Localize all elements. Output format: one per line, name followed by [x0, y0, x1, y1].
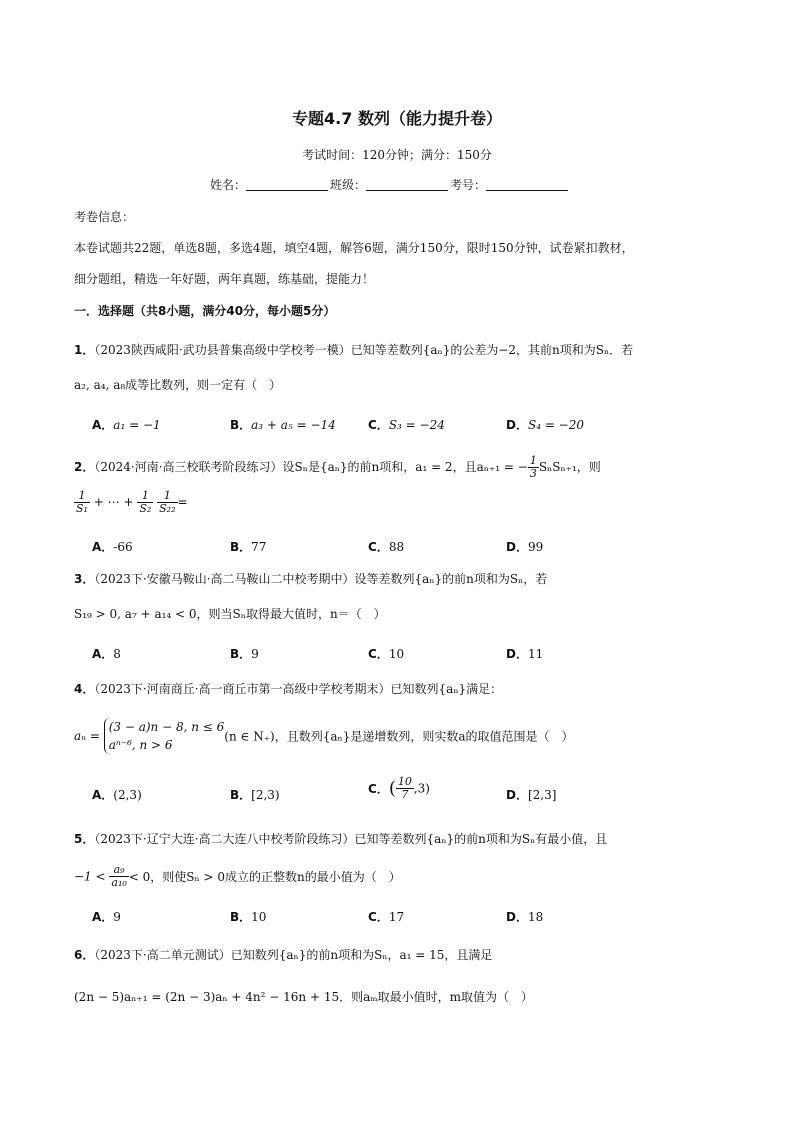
- option-d[interactable]: D．[2,3]: [506, 788, 557, 802]
- option-b[interactable]: B．a₃ + a₅ = −14: [230, 418, 336, 432]
- question-text: 已知等差数列{aₙ}的前n项和为Sₙ有最小值，且: [354, 832, 608, 846]
- question-source: （2023陕西咸阳·武功县普集高级中学校考一模）: [94, 343, 351, 357]
- question-source: （2024·河南·高三校联考阶段练习）: [94, 460, 283, 474]
- option-a[interactable]: A．8: [92, 647, 121, 661]
- fraction: $\frac{1}{3}$: [529, 454, 537, 480]
- id-label: 考号：: [450, 178, 487, 192]
- question-2-line2: $\frac{1}{\text{S₁}}$ + ⋯ + $\frac{1}{\text{S₂}}$ $\frac{1}{\text{S₂₂}}$ =: [76, 489, 188, 515]
- page-title: 专题4.7 数列（能力提升卷）: [292, 109, 502, 128]
- exam-info: 考试时间：120分钟；满分：150分: [302, 148, 492, 162]
- fraction: $\frac{1}{\text{S₂}}$: [139, 489, 152, 515]
- option-b[interactable]: B．77: [230, 540, 267, 554]
- option-a[interactable]: A．9: [92, 910, 121, 924]
- question-1-line2: a₂, a₄, a₈成等比数列，则一定有（ ）: [74, 378, 282, 392]
- info-text-1: 本卷试题共22题，单选8题，多选4题，填空4题，解答6题，满分150分，限时150分钟，试卷紧扣教材，: [74, 241, 634, 255]
- question-text: 已知等差数列{aₙ}的公差为−2，其前n项和为Sₙ．若: [350, 343, 634, 357]
- question-4: [74, 680, 734, 697]
- question-number: 3．: [74, 572, 95, 586]
- option-d[interactable]: D．11: [506, 647, 544, 661]
- question-source: （2023下·辽宁大连·高二大连八中校考阶段练习）: [94, 832, 355, 846]
- question-number: 5．: [74, 832, 95, 846]
- question-source: （2023下·高二单元测试）: [94, 948, 231, 962]
- option-c[interactable]: C．S₃ = −24: [368, 418, 445, 432]
- question-text: 已知数列{aₙ}满足：: [390, 682, 503, 696]
- class-label: 班级：: [330, 178, 367, 192]
- option-a[interactable]: A．a₁ = −1: [92, 418, 161, 432]
- fraction: $\frac{1}{\text{S₁}}$: [76, 489, 88, 515]
- question-5-line2: −1 < $\frac{\text{a₉}}{\text{a₁₀}}$ < 0，则使Sₙ > 0成立的正整数n的最小值为（ ）: [74, 863, 401, 889]
- question-6: [74, 946, 734, 963]
- fraction: $\frac{\text{a₉}}{\text{a₁₀}}$: [111, 863, 127, 889]
- question-3: [74, 570, 734, 587]
- question-number: 2．: [74, 460, 95, 474]
- option-c[interactable]: C．88: [368, 540, 405, 554]
- student-info-row: [210, 176, 570, 193]
- info-text-2: 细分题组，精选一年好题，两年真题，练基础，提能力！: [74, 272, 375, 286]
- section-title: 一．选择题（共8小题，满分40分，每小题5分）: [74, 304, 336, 318]
- question-text: 设Sₙ是{aₙ}的前n项和，a₁ = 2，且aₙ₊₁ = −: [282, 460, 528, 474]
- id-blank[interactable]: [486, 177, 568, 191]
- question-number: 4．: [74, 682, 95, 696]
- question-source: （2023下·安徽马鞍山·高二马鞍山二中校考期中）: [94, 572, 355, 586]
- option-a[interactable]: A．-66: [92, 540, 133, 554]
- name-blank[interactable]: [246, 177, 328, 191]
- option-c[interactable]: C．10: [368, 647, 405, 661]
- option-b[interactable]: B．9: [230, 647, 259, 661]
- option-c[interactable]: C．17: [368, 910, 405, 924]
- fraction: $\frac{1}{\text{S₂₂}}$: [159, 489, 176, 515]
- question-2: 2．（2024·河南·高三校联考阶段练习）设Sₙ是{aₙ}的前n项和，a₁ = 2，且aₙ₊₁ = − $\frac{1}{3}$ SₙSₙ₊₁，则: [74, 454, 601, 480]
- option-d[interactable]: D．S₄ = −20: [506, 418, 585, 432]
- option-b[interactable]: B．10: [230, 910, 267, 924]
- option-d[interactable]: D．18: [506, 910, 544, 924]
- question-1: [74, 341, 734, 358]
- class-blank[interactable]: [366, 177, 448, 191]
- option-a[interactable]: A．(2,3): [92, 788, 142, 802]
- option-b[interactable]: B．[2,3): [230, 788, 280, 802]
- question-text: 设等差数列{aₙ}的前n项和为Sₙ，若: [354, 572, 548, 586]
- question-3-line2: S₁₉ > 0, a₇ + a₁₄ < 0，则当Sₙ取得最大值时，n＝（ ）: [74, 607, 386, 621]
- info-heading: 考卷信息：: [74, 210, 135, 224]
- question-source: （2023下·河南商丘·高一商丘市第一高级中学校考期末）: [94, 682, 391, 696]
- question-number: 6．: [74, 948, 95, 962]
- fraction: $\frac{10}{7}$: [397, 775, 412, 801]
- question-text: 已知数列{aₙ}的前n项和为Sₙ，a₁ = 15，且满足: [230, 948, 493, 962]
- question-4-line2: aₙ = (3 − a)n − 8, n ≤ 6 aⁿ⁻⁶, n > 6 (n ∈ N₊)，且数列{aₙ}是递增数列，则实数a的取值范围是（ ）: [74, 720, 574, 752]
- option-d[interactable]: D．99: [506, 540, 544, 554]
- question-5: [74, 830, 734, 847]
- question-6-line2: (2n − 5)aₙ₊₁ = (2n − 3)aₙ + 4n² − 16n + 15．则aₘ取最小值时，m取值为（ ）: [74, 990, 533, 1004]
- question-number: 1．: [74, 343, 95, 357]
- option-c[interactable]: C．( $\frac{10}{7}$ ,3): [368, 775, 430, 801]
- name-label: 姓名：: [210, 178, 247, 192]
- piecewise-definition: (3 − a)n − 8, n ≤ 6 aⁿ⁻⁶, n > 6: [104, 718, 225, 754]
